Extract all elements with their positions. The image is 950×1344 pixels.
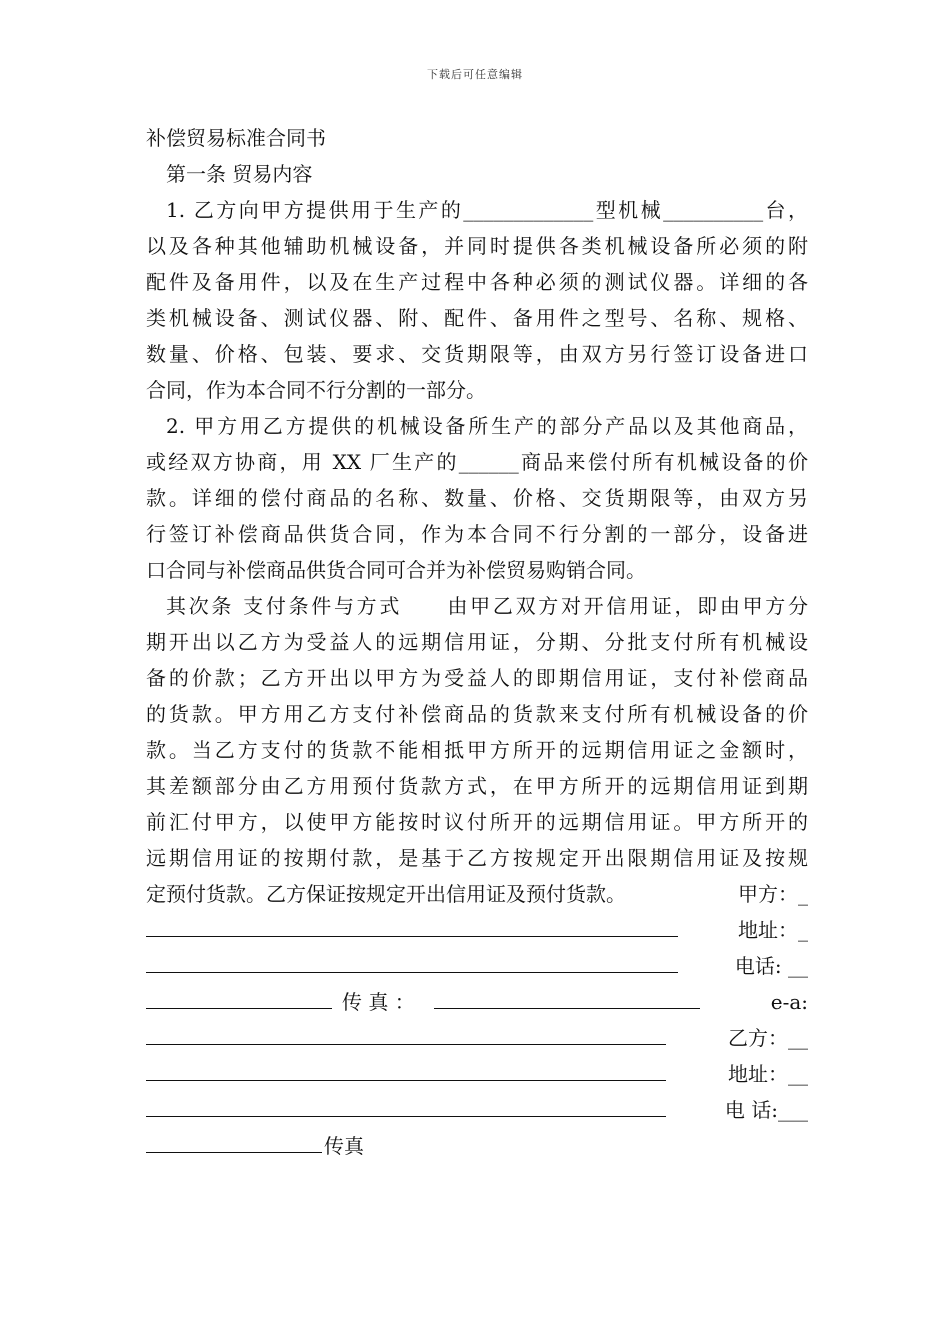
paragraph-line: 配件及备用件，以及在生产过程中各种必须的测试仪器。详细的各: [146, 270, 808, 294]
blank-line: [146, 1128, 322, 1153]
signature-row-address-a: [146, 912, 808, 948]
paragraph-line: 行签订补偿商品供货合同，作为本合同不行分割的一部分，设备进: [146, 522, 808, 546]
signature-row-fax-b: [146, 1128, 808, 1164]
signature-row-party-a: [146, 876, 808, 912]
document-title: 补偿贸易标准合同书: [146, 126, 326, 150]
phone-b-label: 电 话:___: [724, 1098, 808, 1122]
signature-row-party-b: [146, 1020, 808, 1056]
paragraph-line: 远期信用证的按期付款，是基于乙方按规定开出限期信用证及按规: [146, 846, 808, 870]
paragraph-line: 或经双方协商，用 XX 厂生产的______商品来偿付所有机械设备的价: [146, 450, 808, 474]
fax-label: 传 真 ：: [342, 990, 415, 1014]
paragraph-2: [146, 408, 808, 588]
blank-line: [146, 1020, 666, 1045]
email-label: e-a:: [770, 990, 808, 1014]
contract-document: [146, 120, 808, 1164]
party-a-label: 甲方：_: [738, 882, 808, 906]
blank-line: [146, 984, 332, 1009]
paragraph-line: 备的价款；乙方开出以甲方为受益人的即期信用证，支付补偿商品: [146, 666, 808, 690]
paragraph-line: 2. 甲方用乙方提供的机械设备所生产的部分产品以及其他商品，: [166, 414, 808, 438]
paragraph-line: 口合同与补偿商品供货合同可合并为补偿贸易购销合同。: [146, 558, 646, 582]
phone-a-label: 电话: __: [734, 954, 808, 978]
paragraph-line: 1. 乙方向甲方提供用于生产的_____________型机械__________台，: [166, 198, 808, 222]
paragraph-line: 数量、价格、包装、要求、交货期限等，由双方另行签订设备进口: [146, 342, 808, 366]
blank-line: [434, 984, 700, 1009]
section-heading-1: 第一条 贸易内容: [166, 162, 313, 186]
paragraph-line: 其次条 支付条件与方式 由甲乙双方对开信用证，即由甲方分: [166, 594, 808, 618]
signature-row-phone-b: [146, 1092, 808, 1128]
paragraph-1: [146, 192, 808, 408]
signature-row-fax-email: [146, 984, 808, 1020]
paragraph-line: 的货款。甲方用乙方支付补偿商品的货款来支付所有机械设备的价: [146, 702, 808, 726]
address-b-label: 地址：__: [728, 1062, 808, 1086]
signature-row-address-b: [146, 1056, 808, 1092]
page-header-note: 下载后可任意编辑: [427, 68, 523, 81]
paragraph-line: 款。详细的偿付商品的名称、数量、价格、交货期限等，由双方另: [146, 486, 808, 510]
party-b-label: 乙方：__: [728, 1026, 808, 1050]
paragraph-line: 其差额部分由乙方用预付货款方式，在甲方所开的远期信用证到期: [146, 774, 808, 798]
fax-b-label: 传真: [324, 1134, 364, 1158]
paragraph-line: 定预付货款。乙方保证按规定开出信用证及预付货款。: [146, 882, 626, 906]
paragraph-line: 前汇付甲方，以使甲方能按时议付所开的远期信用证。甲方所开的: [146, 810, 808, 834]
blank-line: [146, 948, 678, 973]
blank-line: [146, 912, 678, 937]
paragraph-line: 期开出以乙方为受益人的远期信用证，分期、分批支付所有机械设: [146, 630, 808, 654]
blank-line: [146, 1092, 666, 1117]
paragraph-3: [146, 588, 808, 876]
paragraph-line: 类机械设备、测试仪器、附、配件、备用件之型号、名称、规格、: [146, 306, 808, 330]
blank-line: [146, 1056, 666, 1081]
paragraph-line: 合同，作为本合同不行分割的一部分。: [146, 378, 486, 402]
signature-row-phone-a: [146, 948, 808, 984]
paragraph-line: 以及各种其他辅助机械设备，并同时提供各类机械设备所必须的附: [146, 234, 808, 258]
paragraph-line: 款。当乙方支付的货款不能相抵甲方所开的远期信用证之金额时，: [146, 738, 808, 762]
address-a-label: 地址：_: [738, 918, 808, 942]
